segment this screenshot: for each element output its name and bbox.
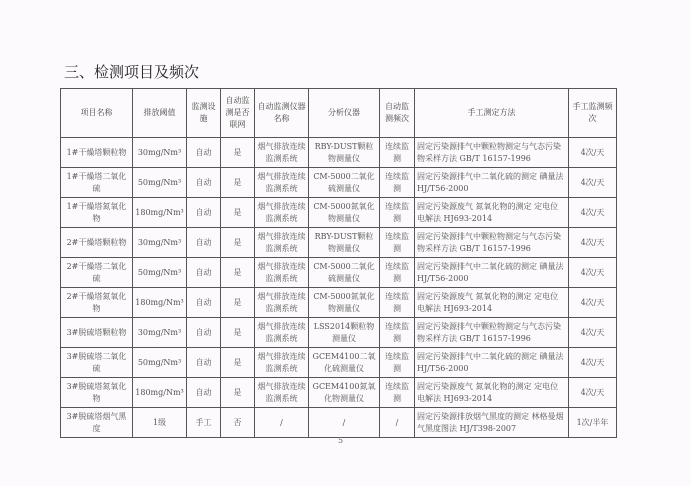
cell-analyzer: CM-5000氮氧化物测量仪 — [309, 198, 380, 228]
table-row — [61, 318, 617, 348]
cell-auto-instrument: 烟气排放连续监测系统 — [255, 258, 309, 288]
cell-item-name: 1#干燥塔氮氧化物 — [61, 198, 133, 228]
cell-auto-frequency: / — [380, 408, 415, 438]
cell-item-name: 3#脱硫塔颗粒物 — [61, 318, 133, 348]
cell-manual-method: 固定污染源排气中颗粒物测定与气态污染物采样方法 GB/T 16157-1996 — [415, 138, 569, 168]
cell-facility: 自动 — [187, 318, 221, 348]
cell-manual-frequency: 4次/天 — [569, 258, 617, 288]
cell-manual-frequency: 4次/天 — [569, 228, 617, 258]
cell-facility: 自动 — [187, 288, 221, 318]
cell-limit: 1级 — [133, 408, 187, 438]
cell-analyzer: GCEM4100氮氧化物测量仪 — [309, 378, 380, 408]
page-number: 5 — [338, 436, 344, 445]
cell-analyzer: CM-5000氮氧化物测量仪 — [309, 288, 380, 318]
header-auto-frequency: 自动监测频次 — [380, 89, 415, 138]
cell-item-name: 1#干燥塔二氧化硫 — [61, 168, 133, 198]
cell-facility: 自动 — [187, 228, 221, 258]
cell-facility: 手工 — [187, 408, 221, 438]
cell-networked: 是 — [221, 288, 255, 318]
table-row — [61, 198, 617, 228]
table-row — [61, 408, 617, 438]
cell-limit: 30mg/Nm³ — [133, 228, 187, 258]
cell-manual-frequency: 4次/天 — [569, 168, 617, 198]
cell-limit: 50mg/Nm³ — [133, 258, 187, 288]
cell-auto-instrument: 烟气排放连续监测系统 — [255, 288, 309, 318]
table-row — [61, 288, 617, 318]
cell-auto-instrument: 烟气排放连续监测系统 — [255, 228, 309, 258]
cell-auto-frequency: 连续监测 — [380, 198, 415, 228]
cell-facility: 自动 — [187, 348, 221, 378]
cell-facility: 自动 — [187, 258, 221, 288]
cell-networked: 是 — [221, 138, 255, 168]
header-networked: 自动监测是否联网 — [221, 89, 255, 138]
header-item-name: 项目名称 — [61, 89, 133, 138]
cell-analyzer: GCEM4100二氧化硫测量仪 — [309, 348, 380, 378]
cell-analyzer: RBY-DUST颗粒物测量仪 — [309, 138, 380, 168]
section-title: 三、检测项目及频次 — [64, 63, 200, 81]
header-manual-frequency: 手工监测频次 — [569, 89, 617, 138]
cell-limit: 50mg/Nm³ — [133, 348, 187, 378]
header-facility: 监测设施 — [187, 89, 221, 138]
cell-facility: 自动 — [187, 138, 221, 168]
cell-networked: 是 — [221, 318, 255, 348]
cell-networked: 是 — [221, 378, 255, 408]
cell-auto-frequency: 连续监测 — [380, 318, 415, 348]
header-manual-method: 手工测定方法 — [415, 89, 569, 138]
cell-facility: 自动 — [187, 168, 221, 198]
header-limit: 排放阈值 — [133, 89, 187, 138]
cell-manual-frequency: 4次/天 — [569, 288, 617, 318]
cell-analyzer: RBY-DUST颗粒物测量仪 — [309, 228, 380, 258]
cell-networked: 是 — [221, 198, 255, 228]
cell-auto-frequency: 连续监测 — [380, 378, 415, 408]
cell-item-name: 2#干燥塔颗粒物 — [61, 228, 133, 258]
cell-limit: 30mg/Nm³ — [133, 318, 187, 348]
cell-auto-instrument: 烟气排放连续监测系统 — [255, 138, 309, 168]
cell-networked: 是 — [221, 348, 255, 378]
table-row — [61, 348, 617, 378]
cell-analyzer: LSS2014颗粒物测量仪 — [309, 318, 380, 348]
header-analyzer: 分析仪器 — [309, 89, 380, 138]
table-row — [61, 258, 617, 288]
cell-auto-frequency: 连续监测 — [380, 348, 415, 378]
table-row — [61, 138, 617, 168]
cell-manual-frequency: 1次/半年 — [569, 408, 617, 438]
cell-manual-frequency: 4次/天 — [569, 198, 617, 228]
cell-manual-method: 固定污染源排气中二氧化硫的测定 碘量法 HJ/T56-2000 — [415, 348, 569, 378]
cell-auto-instrument: 烟气排放连续监测系统 — [255, 198, 309, 228]
cell-manual-method: 固定污染源排气中二氧化硫的测定 碘量法 HJ/T56-2000 — [415, 168, 569, 198]
cell-networked: 是 — [221, 258, 255, 288]
cell-manual-method: 固定污染源排气中颗粒物测定与气态污染物采样方法 GB/T 16157-1996 — [415, 228, 569, 258]
cell-auto-instrument: 烟气排放连续监测系统 — [255, 318, 309, 348]
cell-networked: 是 — [221, 168, 255, 198]
cell-manual-method: 固定污染源排气中颗粒物测定与气态污染物采样方法 GB/T 16157-1996 — [415, 318, 569, 348]
cell-item-name: 3#脱硫塔二氧化硫 — [61, 348, 133, 378]
cell-limit: 50mg/Nm³ — [133, 168, 187, 198]
cell-limit: 30mg/Nm³ — [133, 138, 187, 168]
cell-analyzer: / — [309, 408, 380, 438]
cell-analyzer: CM-5000二氧化硫测量仪 — [309, 168, 380, 198]
cell-manual-frequency: 4次/天 — [569, 138, 617, 168]
header-auto-instrument: 自动监测仪器名称 — [255, 89, 309, 138]
cell-limit: 180mg/Nm³ — [133, 288, 187, 318]
cell-networked: 否 — [221, 408, 255, 438]
cell-manual-method: 固定污染源排放烟气黑度的测定 林格曼烟气黑度图法 HJ/T398-2007 — [415, 408, 569, 438]
cell-auto-instrument: 烟气排放连续监测系统 — [255, 348, 309, 378]
cell-facility: 自动 — [187, 198, 221, 228]
cell-manual-method: 固定污染源废气 氮氧化物的测定 定电位电解法 HJ693-2014 — [415, 288, 569, 318]
cell-auto-frequency: 连续监测 — [380, 258, 415, 288]
cell-auto-instrument: 烟气排放连续监测系统 — [255, 168, 309, 198]
cell-facility: 自动 — [187, 378, 221, 408]
cell-manual-frequency: 4次/天 — [569, 348, 617, 378]
cell-analyzer: CM-5000二氧化硫测量仪 — [309, 258, 380, 288]
cell-limit: 180mg/Nm³ — [133, 198, 187, 228]
cell-manual-frequency: 4次/天 — [569, 378, 617, 408]
cell-auto-instrument: / — [255, 408, 309, 438]
cell-item-name: 2#干燥塔氮氧化物 — [61, 288, 133, 318]
monitoring-items-table — [60, 88, 617, 438]
table-row — [61, 168, 617, 198]
cell-auto-frequency: 连续监测 — [380, 168, 415, 198]
cell-limit: 180mg/Nm³ — [133, 378, 187, 408]
cell-auto-frequency: 连续监测 — [380, 228, 415, 258]
cell-manual-frequency: 4次/天 — [569, 318, 617, 348]
cell-manual-method: 固定污染源废气 氮氧化物的测定 定电位电解法 HJ693-2014 — [415, 378, 569, 408]
table-row — [61, 378, 617, 408]
cell-manual-method: 固定污染源废气 氮氧化物的测定 定电位电解法 HJ693-2014 — [415, 198, 569, 228]
cell-networked: 是 — [221, 228, 255, 258]
cell-item-name: 3#脱硫塔氮氧化物 — [61, 378, 133, 408]
cell-item-name: 2#干燥塔二氧化硫 — [61, 258, 133, 288]
cell-item-name: 3#脱硫塔烟气黑度 — [61, 408, 133, 438]
cell-auto-frequency: 连续监测 — [380, 138, 415, 168]
cell-auto-instrument: 烟气排放连续监测系统 — [255, 378, 309, 408]
cell-item-name: 1#干燥塔颗粒物 — [61, 138, 133, 168]
table-row — [61, 228, 617, 258]
cell-auto-frequency: 连续监测 — [380, 288, 415, 318]
cell-manual-method: 固定污染源排气中二氧化硫的测定 碘量法 HJ/T56-2000 — [415, 258, 569, 288]
table-header-row — [61, 89, 617, 138]
